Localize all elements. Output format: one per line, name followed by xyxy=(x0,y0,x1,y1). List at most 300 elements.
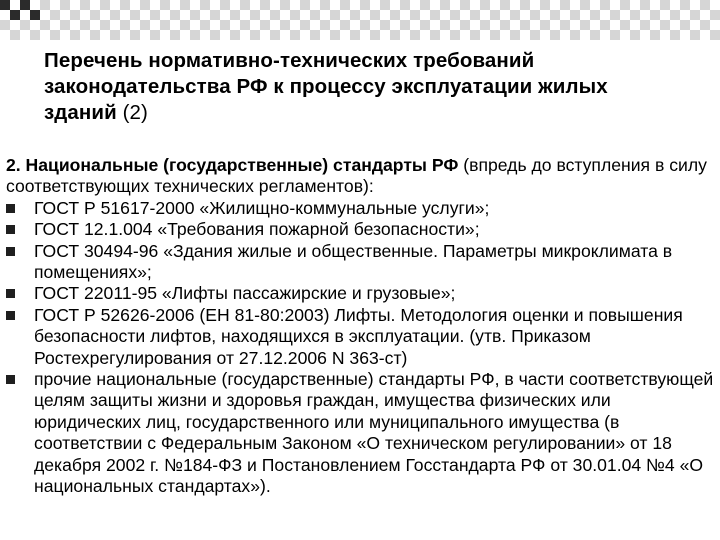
checker-cell xyxy=(550,10,560,20)
list-item-text: ГОСТ Р 52626-2006 (ЕН 81-80:2003) Лифты. Методология оценки и повышения безопасности лифтов, находящихся в эксплуатации. (утв. Приказом Ростехрегулирования от 27.12.2006 N 363-ст) xyxy=(34,304,683,368)
checker-cell xyxy=(660,20,670,30)
checker-cell xyxy=(190,10,200,20)
checker-cell xyxy=(240,0,250,10)
checker-cell xyxy=(660,10,670,20)
checker-cell xyxy=(630,10,640,20)
slide-title xyxy=(44,48,684,126)
slide-content xyxy=(6,155,714,498)
checker-cell xyxy=(0,0,10,10)
checker-cell xyxy=(150,0,160,10)
checker-cell xyxy=(440,30,450,40)
checker-cell xyxy=(390,0,400,10)
checker-cell xyxy=(80,0,90,10)
checker-cell xyxy=(170,20,180,30)
standards-list xyxy=(6,198,714,498)
checker-cell xyxy=(0,10,10,20)
checker-cell xyxy=(280,10,290,20)
checker-cell xyxy=(20,10,30,20)
checker-cell xyxy=(80,10,90,20)
checker-cell xyxy=(590,20,600,30)
list-item-text: ГОСТ 30494-96 «Здания жилые и общественные. Параметры микроклимата в помещениях»; xyxy=(34,240,673,283)
checker-cell xyxy=(10,20,20,30)
checker-cell xyxy=(500,20,510,30)
checker-cell xyxy=(200,10,210,20)
checker-cell xyxy=(620,0,630,10)
checker-cell xyxy=(130,30,140,40)
checker-cell xyxy=(390,20,400,30)
checker-cell xyxy=(500,10,510,20)
checker-cell xyxy=(530,10,540,20)
checker-cell xyxy=(430,10,440,20)
checker-cell xyxy=(100,0,110,10)
checker-cell xyxy=(320,30,330,40)
checker-cell xyxy=(270,0,280,10)
checker-cell xyxy=(330,0,340,10)
list-item-text: ГОСТ Р 51617-2000 «Жилищно-коммунальные услуги»; xyxy=(34,197,490,218)
checker-cell xyxy=(700,10,710,20)
checker-cell xyxy=(480,20,490,30)
checker-cell xyxy=(620,30,630,40)
checker-cell xyxy=(100,30,110,40)
checker-cell xyxy=(530,0,540,10)
checker-cell xyxy=(490,20,500,30)
checker-cell xyxy=(340,30,350,40)
checker-cell xyxy=(600,20,610,30)
checker-cell xyxy=(280,0,290,10)
checker-cell xyxy=(290,20,300,30)
checker-cell xyxy=(330,20,340,30)
checker-cell xyxy=(630,0,640,10)
checker-cell xyxy=(460,10,470,20)
checker-cell xyxy=(140,0,150,10)
checker-cell xyxy=(690,10,700,20)
checker-cell xyxy=(290,0,300,10)
checker-cell xyxy=(570,20,580,30)
checker-cell xyxy=(230,20,240,30)
checker-cell xyxy=(680,10,690,20)
checker-cell xyxy=(210,30,220,40)
checker-cell xyxy=(680,30,690,40)
checker-cell xyxy=(170,30,180,40)
checker-cell xyxy=(300,0,310,10)
checker-cell xyxy=(310,30,320,40)
checker-cell xyxy=(490,10,500,20)
checker-cell xyxy=(20,30,30,40)
checker-cell xyxy=(540,10,550,20)
checker-cell xyxy=(370,30,380,40)
checker-cell xyxy=(410,10,420,20)
checker-cell xyxy=(230,10,240,20)
checker-cell xyxy=(620,20,630,30)
checker-cell xyxy=(680,0,690,10)
section-note: (впредь до вступления в силу соответствующих технических регламентов): xyxy=(6,155,707,197)
checker-cell xyxy=(330,10,340,20)
checker-cell xyxy=(690,30,700,40)
checker-cell xyxy=(360,20,370,30)
checker-cell xyxy=(440,10,450,20)
checker-cell xyxy=(550,20,560,30)
checker-cell xyxy=(520,0,530,10)
checker-cell xyxy=(690,20,700,30)
checker-cell xyxy=(420,30,430,40)
checker-cell xyxy=(420,10,430,20)
checker-cell xyxy=(60,30,70,40)
checker-cell xyxy=(190,20,200,30)
checker-cell xyxy=(500,30,510,40)
checker-cell xyxy=(320,20,330,30)
list-item-text: ГОСТ 12.1.004 «Требования пожарной безопасности»; xyxy=(34,219,480,240)
checker-cell xyxy=(370,10,380,20)
checker-cell xyxy=(40,0,50,10)
checker-cell xyxy=(610,30,620,40)
checker-cell xyxy=(60,0,70,10)
checker-cell xyxy=(300,30,310,40)
slide-title-tail: (2) xyxy=(116,101,148,124)
checker-cell xyxy=(640,10,650,20)
checker-cell xyxy=(200,30,210,40)
checker-cell xyxy=(190,30,200,40)
checker-cell xyxy=(60,20,70,30)
checker-cell xyxy=(120,0,130,10)
checker-cell xyxy=(380,10,390,20)
checker-cell xyxy=(470,30,480,40)
checker-cell xyxy=(260,30,270,40)
checker-cell xyxy=(300,10,310,20)
checker-cell xyxy=(510,30,520,40)
checker-cell xyxy=(190,0,200,10)
checker-cell xyxy=(630,30,640,40)
checker-cell xyxy=(220,0,230,10)
checker-cell xyxy=(90,10,100,20)
checker-cell xyxy=(220,20,230,30)
checker-cell xyxy=(440,0,450,10)
checker-cell xyxy=(170,10,180,20)
checkerboard-pattern xyxy=(0,0,720,40)
checker-cell xyxy=(30,30,40,40)
checker-cell xyxy=(640,20,650,30)
checker-cell xyxy=(20,0,30,10)
checker-cell xyxy=(340,0,350,10)
checker-cell xyxy=(90,0,100,10)
checker-cell xyxy=(590,10,600,20)
checker-cell xyxy=(40,10,50,20)
list-item-text: прочие национальные (государственные) стандарты РФ, в части соответствующей целям защиты жизни и здоровья граждан, имущества физических или юридических лиц, государственного или муниципального имущества (в соответствии с Федеральным Законом «О техническом регулировании» от 18 декабря 2002 г. №184-ФЗ и Постановлением Госстандарта РФ от 30.01.04 №4 «О национальных стандартах»). xyxy=(34,369,714,497)
checker-cell xyxy=(570,0,580,10)
checker-cell xyxy=(380,30,390,40)
square-bullet-icon xyxy=(6,247,15,256)
checker-cell xyxy=(240,20,250,30)
checker-cell xyxy=(480,30,490,40)
checker-cell xyxy=(50,10,60,20)
checker-cell xyxy=(670,0,680,10)
checker-cell xyxy=(650,30,660,40)
checker-cell xyxy=(60,10,70,20)
checker-cell xyxy=(510,20,520,30)
checker-cell xyxy=(700,30,710,40)
checker-cell xyxy=(100,20,110,30)
checker-cell xyxy=(380,20,390,30)
checker-cell xyxy=(560,20,570,30)
checker-cell xyxy=(580,10,590,20)
checker-cell xyxy=(180,30,190,40)
checker-cell xyxy=(350,20,360,30)
checker-cell xyxy=(210,10,220,20)
checker-cell xyxy=(550,0,560,10)
checker-cell xyxy=(260,20,270,30)
checker-cell xyxy=(540,20,550,30)
checker-cell xyxy=(560,10,570,20)
checker-cell xyxy=(450,30,460,40)
checker-cell xyxy=(150,20,160,30)
checker-cell xyxy=(340,10,350,20)
checker-cell xyxy=(120,30,130,40)
checker-cell xyxy=(50,30,60,40)
checker-cell xyxy=(210,20,220,30)
checker-cell xyxy=(530,20,540,30)
checker-cell xyxy=(500,0,510,10)
checker-cell xyxy=(130,0,140,10)
checker-cell xyxy=(400,0,410,10)
checker-cell xyxy=(150,10,160,20)
checker-cell xyxy=(600,10,610,20)
square-bullet-icon xyxy=(6,311,15,320)
checker-cell xyxy=(550,30,560,40)
checker-cell xyxy=(430,20,440,30)
checker-cell xyxy=(680,20,690,30)
section-heading: 2. Национальные (государственные) стандарты РФ xyxy=(6,155,459,175)
checker-cell xyxy=(250,0,260,10)
list-item xyxy=(6,283,714,304)
checker-cell xyxy=(710,30,720,40)
checker-cell xyxy=(360,10,370,20)
checker-cell xyxy=(610,0,620,10)
checker-cell xyxy=(360,0,370,10)
checker-cell xyxy=(0,30,10,40)
checker-cell xyxy=(140,20,150,30)
checker-cell xyxy=(20,20,30,30)
checker-cell xyxy=(110,20,120,30)
checker-cell xyxy=(70,0,80,10)
checker-cell xyxy=(570,10,580,20)
checker-cell xyxy=(590,0,600,10)
checker-cell xyxy=(10,10,20,20)
checker-cell xyxy=(450,20,460,30)
checker-cell xyxy=(280,20,290,30)
checker-cell xyxy=(70,10,80,20)
checker-cell xyxy=(410,0,420,10)
checker-cell xyxy=(70,20,80,30)
checker-cell xyxy=(660,0,670,10)
checker-cell xyxy=(490,30,500,40)
checker-cell xyxy=(230,0,240,10)
checker-cell xyxy=(390,30,400,40)
checker-cell xyxy=(110,0,120,10)
checker-cell xyxy=(350,0,360,10)
checker-cell xyxy=(580,20,590,30)
checker-cell xyxy=(650,0,660,10)
checker-cell xyxy=(710,10,720,20)
checker-cell xyxy=(670,30,680,40)
checker-cell xyxy=(40,30,50,40)
checker-cell xyxy=(140,10,150,20)
checker-cell xyxy=(690,0,700,10)
checker-cell xyxy=(140,30,150,40)
checker-cell xyxy=(430,30,440,40)
checker-cell xyxy=(630,20,640,30)
checker-cell xyxy=(30,10,40,20)
checker-cell xyxy=(260,0,270,10)
checker-cell xyxy=(10,0,20,10)
checker-cell xyxy=(30,0,40,10)
checker-cell xyxy=(130,20,140,30)
checker-cell xyxy=(240,10,250,20)
checker-cell xyxy=(300,20,310,30)
checker-cell xyxy=(560,30,570,40)
checker-cell xyxy=(490,0,500,10)
checker-cell xyxy=(470,10,480,20)
checker-cell xyxy=(590,30,600,40)
checker-cell xyxy=(650,20,660,30)
checker-cell xyxy=(30,20,40,30)
checker-cell xyxy=(240,30,250,40)
checker-cell xyxy=(480,0,490,10)
checker-cell xyxy=(180,0,190,10)
checker-cell xyxy=(600,30,610,40)
checker-cell xyxy=(320,10,330,20)
checker-cell xyxy=(390,10,400,20)
checker-cell xyxy=(340,20,350,30)
checker-cell xyxy=(110,10,120,20)
checker-cell xyxy=(310,0,320,10)
checker-cell xyxy=(220,30,230,40)
checker-cell xyxy=(610,10,620,20)
checker-cell xyxy=(40,20,50,30)
checker-cell xyxy=(90,30,100,40)
checker-cell xyxy=(510,10,520,20)
checker-cell xyxy=(420,20,430,30)
list-item xyxy=(6,369,714,497)
checker-cell xyxy=(80,20,90,30)
checker-cell xyxy=(380,0,390,10)
checker-cell xyxy=(50,0,60,10)
checker-cell xyxy=(210,0,220,10)
checker-cell xyxy=(520,20,530,30)
checker-cell xyxy=(170,0,180,10)
checker-cell xyxy=(80,30,90,40)
checker-cell xyxy=(570,30,580,40)
slide-title-bold: Перечень нормативно-технических требований законодательства РФ к процессу эксплуатации жилых зданий xyxy=(44,49,608,124)
checker-cell xyxy=(350,30,360,40)
checker-cell xyxy=(710,20,720,30)
checker-cell xyxy=(290,30,300,40)
checker-cell xyxy=(110,30,120,40)
list-item xyxy=(6,241,714,284)
checker-cell xyxy=(660,30,670,40)
checker-cell xyxy=(710,0,720,10)
checker-cell xyxy=(270,20,280,30)
checker-cell xyxy=(350,10,360,20)
checker-cell xyxy=(330,30,340,40)
checker-cell xyxy=(70,30,80,40)
checker-cell xyxy=(370,0,380,10)
checker-cell xyxy=(580,30,590,40)
checker-cell xyxy=(370,20,380,30)
checker-cell xyxy=(410,20,420,30)
checker-cell xyxy=(90,20,100,30)
checker-cell xyxy=(620,10,630,20)
checker-cell xyxy=(470,0,480,10)
checker-cell xyxy=(400,20,410,30)
checker-cell xyxy=(400,10,410,20)
list-item xyxy=(6,219,714,240)
checker-cell xyxy=(700,20,710,30)
checker-cell xyxy=(200,0,210,10)
checker-cell xyxy=(540,0,550,10)
checker-cell xyxy=(50,20,60,30)
checker-cell xyxy=(560,0,570,10)
checker-cell xyxy=(670,10,680,20)
checker-cell xyxy=(160,10,170,20)
list-item xyxy=(6,198,714,219)
square-bullet-icon xyxy=(6,225,15,234)
checker-cell xyxy=(410,30,420,40)
checker-cell xyxy=(260,10,270,20)
checker-cell xyxy=(230,30,240,40)
checker-cell xyxy=(310,10,320,20)
checker-cell xyxy=(420,0,430,10)
checker-cell xyxy=(510,0,520,10)
checker-cell xyxy=(470,20,480,30)
checker-cell xyxy=(290,10,300,20)
checker-cell xyxy=(320,0,330,10)
checker-cell xyxy=(120,10,130,20)
checker-cell xyxy=(460,20,470,30)
checker-cell xyxy=(670,20,680,30)
checker-cell xyxy=(10,30,20,40)
section-intro xyxy=(6,155,714,198)
checker-cell xyxy=(480,10,490,20)
checker-cell xyxy=(450,10,460,20)
checker-cell xyxy=(150,30,160,40)
checker-cell xyxy=(640,30,650,40)
checker-cell xyxy=(530,30,540,40)
checker-cell xyxy=(200,20,210,30)
checker-cell xyxy=(250,30,260,40)
checker-cell xyxy=(460,0,470,10)
square-bullet-icon xyxy=(6,204,15,213)
checker-cell xyxy=(270,30,280,40)
checker-cell xyxy=(160,30,170,40)
checker-cell xyxy=(520,10,530,20)
square-bullet-icon xyxy=(6,375,15,384)
checker-cell xyxy=(120,20,130,30)
checker-cell xyxy=(130,10,140,20)
checker-cell xyxy=(540,30,550,40)
checker-cell xyxy=(250,20,260,30)
checker-cell xyxy=(640,0,650,10)
checker-cell xyxy=(180,20,190,30)
checker-cell xyxy=(0,20,10,30)
checker-cell xyxy=(650,10,660,20)
checker-cell xyxy=(580,0,590,10)
checker-cell xyxy=(450,0,460,10)
checker-cell xyxy=(280,30,290,40)
checker-cell xyxy=(180,10,190,20)
checker-cell xyxy=(160,20,170,30)
list-item xyxy=(6,305,714,369)
checker-cell xyxy=(440,20,450,30)
checker-cell xyxy=(460,30,470,40)
